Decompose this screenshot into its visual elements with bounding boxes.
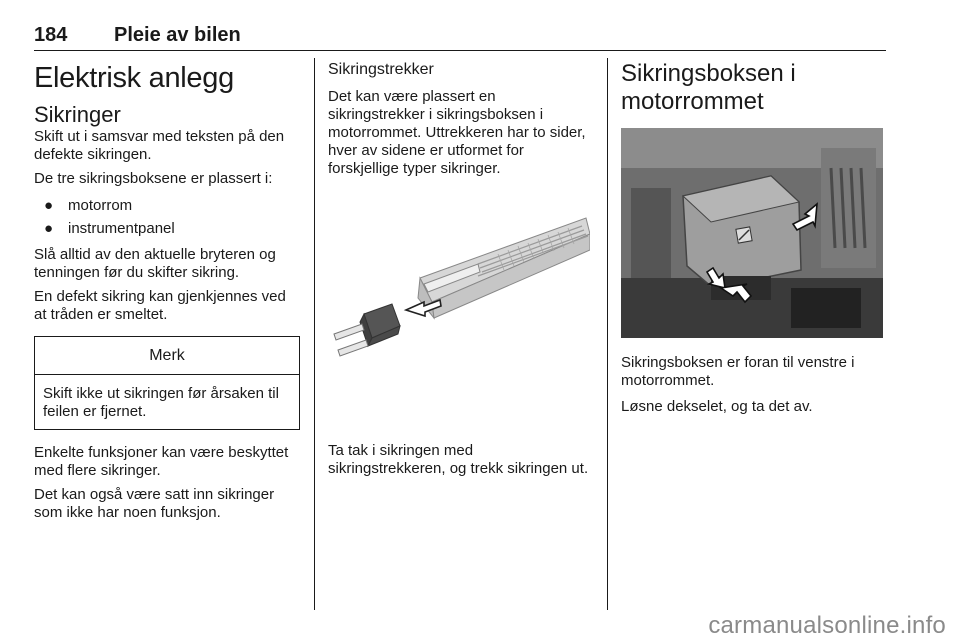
column-1 xyxy=(34,60,300,528)
paragraph: En defekt sikring kan gjenkjennes ved at tråden er smeltet. xyxy=(34,288,286,323)
chapter-title: Elektrisk anlegg xyxy=(34,62,234,94)
bullet-icon: ● xyxy=(44,220,54,237)
section-title: Pleie av bilen xyxy=(114,24,241,46)
section-heading: Sikringstrekker xyxy=(328,61,434,78)
list-item xyxy=(34,217,300,240)
paragraph: Det kan også være satt inn sikringer som ikke har noen funksjon. xyxy=(34,486,275,521)
column-2 xyxy=(328,60,594,486)
paragraph: Det kan være plassert en sikringstrekker i sikringsboksen i motorrommet. Uttrekkeren har to sider, hver av sidene er utformet for forskjellige typer sikringer. xyxy=(328,88,586,177)
column-divider xyxy=(314,58,315,610)
note-title: Merk xyxy=(35,337,299,375)
bullet-list xyxy=(34,194,300,240)
list-item-text: motorrom xyxy=(68,197,133,214)
paragraph: Sikringsboksen er foran til venstre i motorrommet. xyxy=(621,354,855,389)
page-header xyxy=(34,24,886,50)
paragraph: De tre sikringsboksene er plassert i: xyxy=(34,170,273,187)
bullet-icon: ● xyxy=(44,197,54,214)
note-body: Skift ikke ut sikringen før årsaken til feilen er fjernet. xyxy=(43,385,279,420)
fuse-puller-illustration xyxy=(328,206,590,416)
section-heading: Sikringsboksen i motorrommet xyxy=(621,60,796,115)
header-rule xyxy=(34,50,886,51)
column-3 xyxy=(621,60,887,424)
paragraph: Enkelte funksjoner kan være beskyttet med flere sikringer. xyxy=(34,444,289,479)
paragraph: Løsne dekselet, og ta det av. xyxy=(621,398,813,415)
paragraph: Skift ut i samsvar med teksten på den defekte sikringen. xyxy=(34,128,285,163)
list-item-text: instrumentpanel xyxy=(68,220,175,237)
list-item xyxy=(34,194,300,217)
page-number: 184 xyxy=(34,24,68,46)
subchapter-title: Sikringer xyxy=(34,102,121,127)
watermark: carmanualsonline.info xyxy=(708,612,946,639)
engine-fusebox-photo xyxy=(621,128,883,338)
caption: Ta tak i sikringen med sikringstrekkeren, og trekk sikringen ut. xyxy=(328,442,589,477)
column-divider xyxy=(607,58,608,610)
note-box xyxy=(34,336,300,430)
paragraph: Slå alltid av den aktuelle bryteren og tenningen før du skifter sikring. xyxy=(34,246,276,281)
